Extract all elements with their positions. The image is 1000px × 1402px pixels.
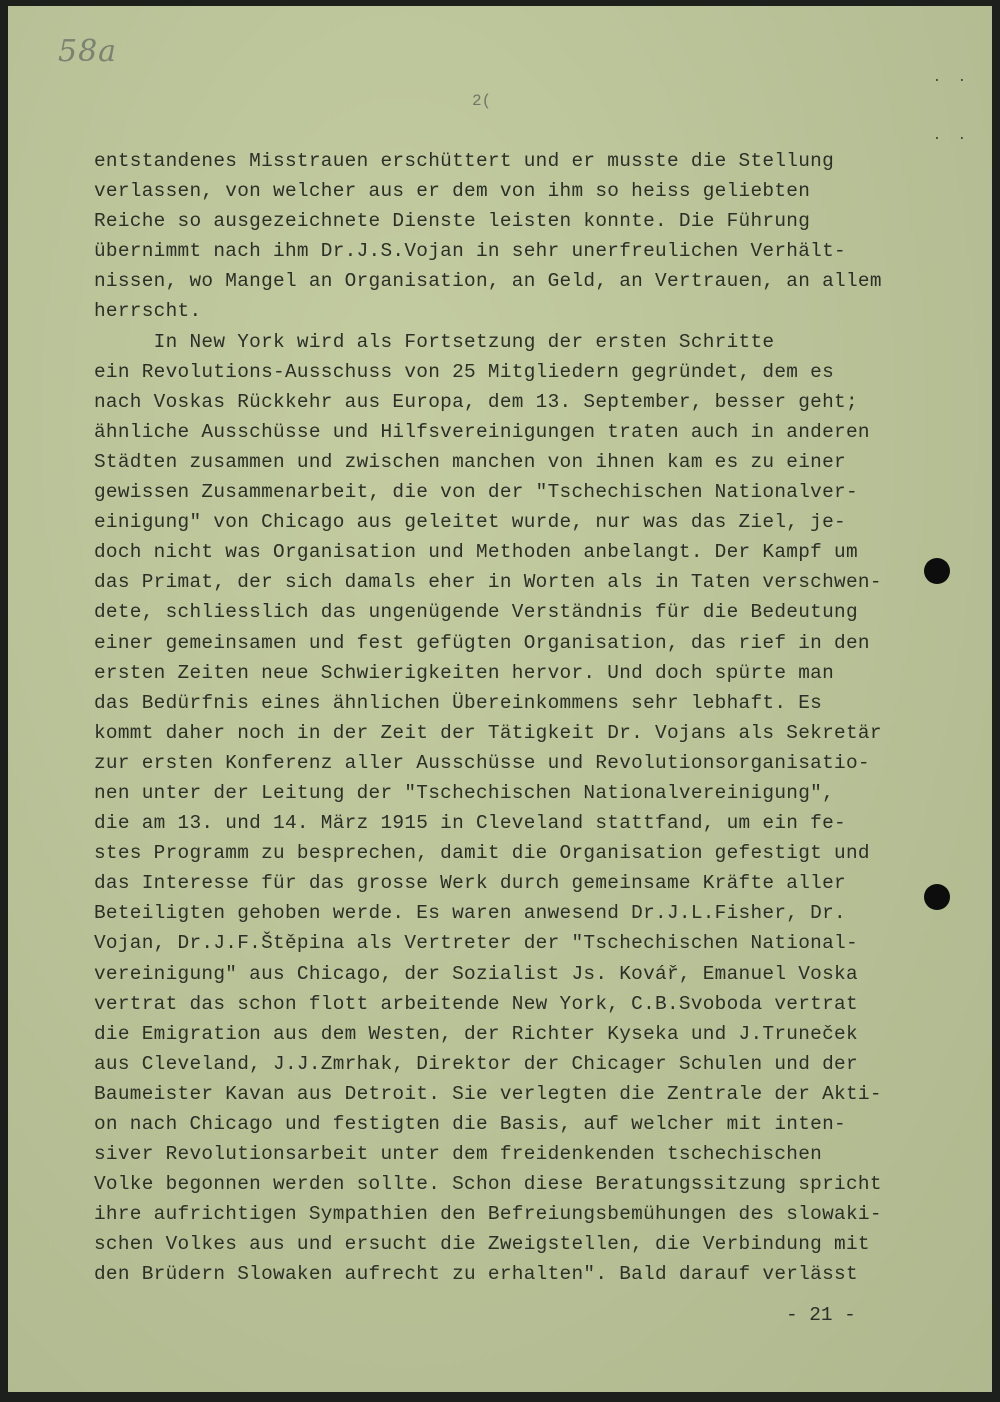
text-line: dete, schliesslich das ungenügende Verständnis für die Bedeutung: [94, 601, 858, 624]
text-line: stes Programm zu besprechen, damit die Organisation gefestigt und: [94, 842, 870, 865]
text-line: siver Revolutionsarbeit unter dem freidenkenden tschechischen: [94, 1143, 823, 1166]
text-line: Vojan, Dr.J.F.Štěpina als Vertreter der "Tschechischen National-: [94, 932, 858, 955]
text-line: das Interesse für das grosse Werk durch gemeinsame Kräfte aller: [94, 872, 846, 895]
text-line: einigung" von Chicago aus geleitet wurde, nur was das Ziel, je-: [94, 511, 846, 534]
folio-number: 58a: [58, 34, 118, 69]
text-line: ähnliche Ausschüsse und Hilfsvereinigungen traten auch in anderen: [94, 420, 870, 443]
text-line: das Primat, der sich damals eher in Worten als in Taten verschwen-: [94, 571, 882, 594]
edge-mark: . .: [932, 70, 970, 86]
text-line: verlassen, von welcher aus er dem von ihm so heiss geliebten: [94, 180, 811, 203]
text-line: ihre aufrichtigen Sympathien den Befreiungsbemühungen des slowaki-: [94, 1203, 882, 1226]
top-mark: 2(: [472, 92, 492, 110]
text-line: die am 13. und 14. März 1915 in Cleveland stattfand, um ein fe-: [94, 812, 846, 835]
text-line: die Emigration aus dem Westen, der Richter Kyseka und J.Truneček: [94, 1022, 858, 1045]
text-line: gewissen Zusammenarbeit, die von der "Tschechischen Nationalver-: [94, 481, 858, 504]
text-line: übernimmt nach ihm Dr.J.S.Vojan in sehr unerfreulichen Verhält-: [94, 240, 846, 263]
text-line: ersten Zeiten neue Schwierigkeiten hervor. Und doch spürte man: [94, 661, 835, 684]
text-line: herrscht.: [94, 300, 202, 323]
text-line: on nach Chicago und festigten die Basis, auf welcher mit inten-: [94, 1113, 846, 1135]
text-line: Volke begonnen werden sollte. Schon diese Beratungssitzung spricht: [94, 1173, 882, 1196]
text-line: einer gemeinsamen und fest gefügten Organisation, das rief in den: [94, 631, 870, 654]
text-line: entstandenes Misstrauen erschüttert und er musste die Stellung: [94, 150, 835, 172]
text-line: das Bedürfnis eines ähnlichen Übereinkommens sehr lebhaft. Es: [94, 691, 823, 714]
text-line: nach Voskas Rückkehr aus Europa, dem 13. September, besser geht;: [94, 390, 858, 413]
punch-hole: [924, 884, 950, 910]
text-line: ein Revolutions-Ausschuss von 25 Mitgliedern gegründet, dem es: [94, 360, 835, 383]
text-line: Beteiligten gehoben werde. Es waren anwesend Dr.J.L.Fisher, Dr.: [94, 902, 846, 925]
text-line: nen unter der Leitung der "Tschechischen Nationalvereinigung",: [94, 781, 835, 804]
text-line: vereinigung" aus Chicago, der Sozialist Js. Kovář, Emanuel Voska: [94, 962, 858, 985]
text-line: Städten zusammen und zwischen manchen von ihnen kam es zu einer: [94, 450, 846, 473]
text-line: schen Volkes aus und ersucht die Zweigstellen, die Verbindung mit: [94, 1233, 870, 1256]
text-line: In New York wird als Fortsetzung der ersten Schritte: [94, 330, 775, 353]
text-line: doch nicht was Organisation und Methoden anbelangt. Der Kampf um: [94, 541, 858, 564]
page-number: - 21 -: [786, 1304, 856, 1326]
text-line: Baumeister Kavan aus Detroit. Sie verlegten die Zentrale der Akti-: [94, 1082, 882, 1105]
text-line: kommt daher noch in der Zeit der Tätigkeit Dr. Vojans als Sekretär: [94, 721, 882, 744]
text-line: den Brüdern Slowaken aufrecht zu erhalten". Bald darauf verlässt: [94, 1263, 858, 1286]
text-line: vertrat das schon flott arbeitende New York, C.B.Svoboda vertrat: [94, 992, 858, 1015]
edge-mark: . .: [932, 128, 970, 144]
punch-hole: [924, 558, 950, 584]
text-line: nissen, wo Mangel an Organisation, an Geld, an Vertrauen, an allem: [94, 270, 882, 293]
body-text: [94, 146, 914, 1290]
document-page: [8, 6, 992, 1392]
text-line: aus Cleveland, J.J.Zmrhak, Direktor der Chicager Schulen und der: [94, 1052, 858, 1075]
text-line: zur ersten Konferenz aller Ausschüsse und Revolutionsorganisatio-: [94, 751, 870, 774]
text-line: Reiche so ausgezeichnete Dienste leisten konnte. Die Führung: [94, 210, 811, 233]
